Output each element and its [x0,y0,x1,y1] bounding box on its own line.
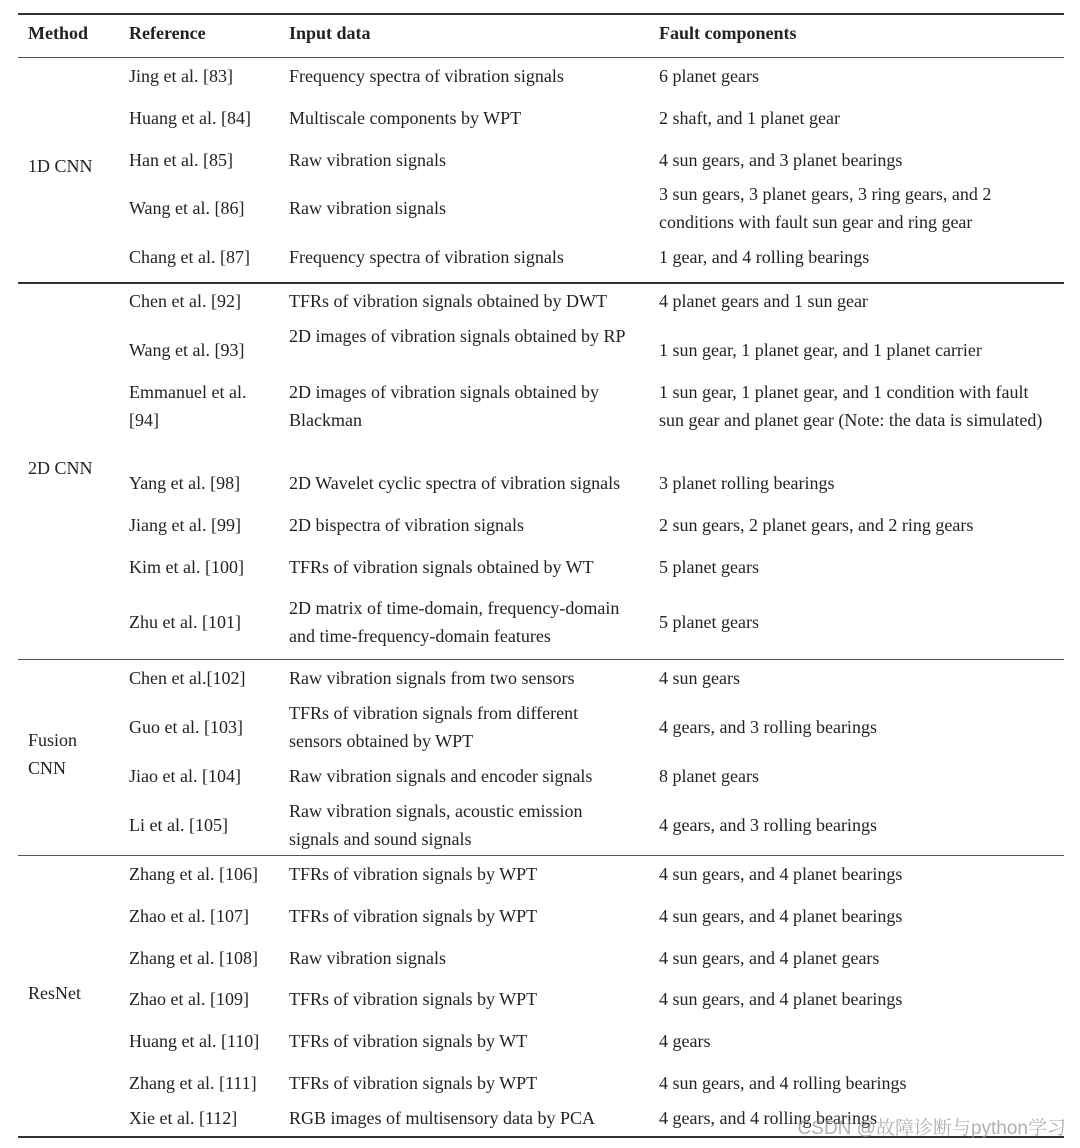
method-cell: Fusion CNN [28,730,78,778]
reference-cell: Zhang et al. [111] [129,1073,257,1093]
header-rule [18,57,1064,58]
fault-components-cell: 4 sun gears, and 4 planet gears [659,948,880,968]
input-data-cell: 2D matrix of time-domain, frequency-domain and time-frequency-domain features [289,598,620,646]
fault-components-cell: 5 planet gears [659,557,759,577]
input-data-cell: Raw vibration signals [289,150,446,170]
fault-components-cell: 4 sun gears, and 4 planet bearings [659,864,903,884]
input-data-cell: Raw vibration signals, acoustic emission signals and sound signals [289,801,583,849]
input-data-cell: TFRs of vibration signals obtained by DWT [289,291,607,311]
reference-cell: Chen et al. [92] [129,291,241,311]
watermark: CSDN @故障诊断与python学习 [797,1118,1066,1139]
input-data-cell: Frequency spectra of vibration signals [289,66,564,86]
fault-components-cell: 6 planet gears [659,66,759,86]
fault-components-cell: 2 sun gears, 2 planet gears, and 2 ring gears [659,515,974,535]
input-data-cell: 2D images of vibration signals obtained by Blackman [289,382,599,430]
reference-cell: Emmanuel et al. [94] [129,382,247,430]
input-data-cell: Multiscale components by WPT [289,108,522,128]
reference-cell: Zhang et al. [108] [129,948,258,968]
fault-components-cell: 4 planet gears and 1 sun gear [659,291,868,311]
reference-cell: Guo et al. [103] [129,717,243,737]
fault-components-cell: 2 shaft, and 1 planet gear [659,108,840,128]
reference-cell: Chen et al.[102] [129,668,246,688]
reference-cell: Zhang et al. [106] [129,864,258,884]
fault-components-cell: 4 sun gears, and 4 planet bearings [659,906,903,926]
reference-cell: Jing et al. [83] [129,66,233,86]
reference-cell: Xie et al. [112] [129,1108,238,1128]
reference-cell: Huang et al. [110] [129,1031,260,1051]
reference-cell: Jiang et al. [99] [129,515,241,535]
fault-components-cell: 4 gears, and 3 rolling bearings [659,815,877,835]
group-separator [18,282,1064,284]
header-input-data: Input data [289,23,371,43]
reference-cell: Huang et al. [84] [129,108,251,128]
reference-cell: Han et al. [85] [129,150,233,170]
reference-cell: Li et al. [105] [129,815,228,835]
input-data-cell: 2D images of vibration signals obtained by RP [289,326,626,346]
method-cell: ResNet [28,983,81,1003]
input-data-cell: TFRs of vibration signals by WPT [289,989,538,1009]
fault-components-cell: 5 planet gears [659,612,759,632]
input-data-cell: TFRs of vibration signals by WPT [289,864,538,884]
input-data-cell: 2D Wavelet cyclic spectra of vibration signals [289,473,621,493]
comparison-table [18,0,1064,1148]
header-fault-components: Fault components [659,23,797,43]
reference-cell: Wang et al. [93] [129,340,245,360]
input-data-cell: TFRs of vibration signals by WPT [289,906,538,926]
input-data-cell: 2D bispectra of vibration signals [289,515,524,535]
fault-components-cell: 3 planet rolling bearings [659,473,835,493]
input-data-cell: Frequency spectra of vibration signals [289,247,564,267]
fault-components-cell: 4 gears, and 4 rolling bearings [659,1108,877,1128]
reference-cell: Jiao et al. [104] [129,766,241,786]
input-data-cell: TFRs of vibration signals obtained by WT [289,557,594,577]
fault-components-cell: 3 sun gears, 3 planet gears, 3 ring gears, and 2 conditions with fault sun gear and ring gear [659,184,992,232]
reference-cell: Kim et al. [100] [129,557,244,577]
fault-components-cell: 4 sun gears, and 4 rolling bearings [659,1073,907,1093]
input-data-cell: Raw vibration signals [289,948,446,968]
header-reference: Reference [129,23,206,43]
fault-components-cell: 1 sun gear, 1 planet gear, and 1 planet carrier [659,340,982,360]
fault-components-cell: 4 gears, and 3 rolling bearings [659,717,877,737]
input-data-cell: Raw vibration signals [289,198,446,218]
method-cell: 1D CNN [28,156,93,176]
input-data-cell: TFRs of vibration signals by WT [289,1031,528,1051]
fault-components-cell: 1 sun gear, 1 planet gear, and 1 condition with fault sun gear and planet gear (Note: the data is simulated) [659,382,1043,430]
fault-components-cell: 4 sun gears, and 4 planet bearings [659,989,903,1009]
method-cell: 2D CNN [28,458,93,478]
group-separator [18,659,1064,660]
reference-cell: Zhao et al. [109] [129,989,249,1009]
fault-components-cell: 4 sun gears, and 3 planet bearings [659,150,903,170]
fault-components-cell: 4 gears [659,1031,711,1051]
reference-cell: Chang et al. [87] [129,247,250,267]
input-data-cell: Raw vibration signals from two sensors [289,668,575,688]
group-separator [18,855,1064,856]
reference-cell: Zhao et al. [107] [129,906,249,926]
input-data-cell: TFRs of vibration signals by WPT [289,1073,538,1093]
input-data-cell: Raw vibration signals and encoder signals [289,766,593,786]
reference-cell: Zhu et al. [101] [129,612,241,632]
fault-components-cell: 8 planet gears [659,766,759,786]
input-data-cell: RGB images of multisensory data by PCA [289,1108,595,1128]
header-method: Method [28,23,88,43]
fault-components-cell: 1 gear, and 4 rolling bearings [659,247,870,267]
fault-components-cell: 4 sun gears [659,668,740,688]
reference-cell: Wang et al. [86] [129,198,245,218]
input-data-cell: TFRs of vibration signals from different sensors obtained by WPT [289,703,579,751]
reference-cell: Yang et al. [98] [129,473,241,493]
table-top-rule [18,13,1064,15]
